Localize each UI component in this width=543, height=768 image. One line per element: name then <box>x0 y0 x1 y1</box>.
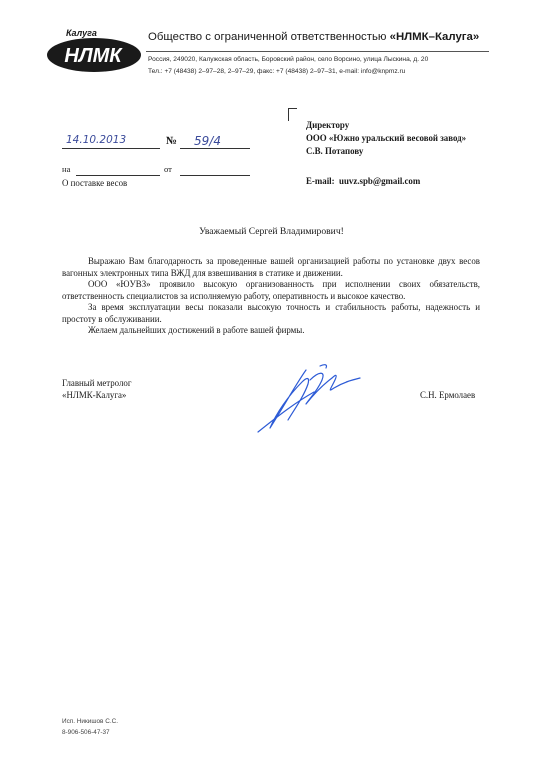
org-name <box>148 31 479 43</box>
addressee-name: С.В. Потапову <box>306 146 364 156</box>
handwritten-number: 59/4 <box>194 134 221 148</box>
paragraph-3: За время эксплуатации весы показали высокую точность и стабильность работы, надежность и простоту в обслуживании. <box>62 302 480 324</box>
signer-position-line1: Главный метролог <box>62 378 132 388</box>
date-line <box>62 148 160 149</box>
company-logo <box>46 28 142 74</box>
paragraph-2: ООО «ЮУВЗ» проявило высокую организованность при исполнении своих обязательств, ответственность специалистов за исполняемую работу, оперативность и высокое качество. <box>62 279 480 301</box>
logo-text: НЛМК <box>64 45 122 67</box>
org-name-brand: «НЛМК–Калуга» <box>389 31 480 43</box>
subject: О поставке весов <box>62 178 128 188</box>
executor-name: Исп. Никишов С.С. <box>62 718 118 725</box>
header-divider <box>146 51 489 52</box>
email-label: E-mail: <box>306 176 335 186</box>
signer-name: С.Н. Ермолаев <box>420 390 476 400</box>
salutation: Уважаемый Сергей Владимирович! <box>199 226 344 237</box>
addressee-email <box>306 176 420 186</box>
body-text <box>62 256 480 337</box>
logo-city: Калуга <box>66 28 97 38</box>
signer-position-line2: «НЛМК-Калуга» <box>62 390 127 400</box>
address-corner-mark <box>288 108 297 121</box>
ot-label: от <box>164 164 172 174</box>
handwritten-date: 14.10.2013 <box>66 134 127 146</box>
na-line <box>76 175 160 176</box>
executor-phone: 8-906-506-47-37 <box>62 729 110 736</box>
org-name-prefix: Общество с ограниченной ответственностью <box>148 31 390 43</box>
na-label: на <box>62 164 71 174</box>
ot-line <box>180 175 250 176</box>
org-contacts: Тел.: +7 (48438) 2–97–28, 2–97–29, факс: +7 (48438) 2–97–31, e-mail: info@knpmz.ru <box>148 68 406 75</box>
addressee-title: Директору <box>306 120 350 130</box>
paragraph-1: Выражаю Вам благодарность за проведенные вашей организацией работы по установке двух весов вагонных электронных типа ВЖД для взвешивания в статике и движении. <box>62 256 480 278</box>
addressee-company: ООО «Южно уральский весовой завод» <box>306 133 467 143</box>
signer-position <box>62 377 132 401</box>
handwritten-signature <box>248 362 378 434</box>
number-sign: № <box>166 135 178 147</box>
paragraph-4: Желаем дальнейших достижений в работе вашей фирмы. <box>88 325 305 335</box>
logo-emblem-icon <box>46 37 142 73</box>
org-address: Россия, 249020, Калужская область, Боровский район, село Ворсино, улица Лыскина, д. 20 <box>148 56 429 63</box>
number-line <box>180 148 250 149</box>
email-value: uuvz.spb@gmail.com <box>339 176 421 186</box>
